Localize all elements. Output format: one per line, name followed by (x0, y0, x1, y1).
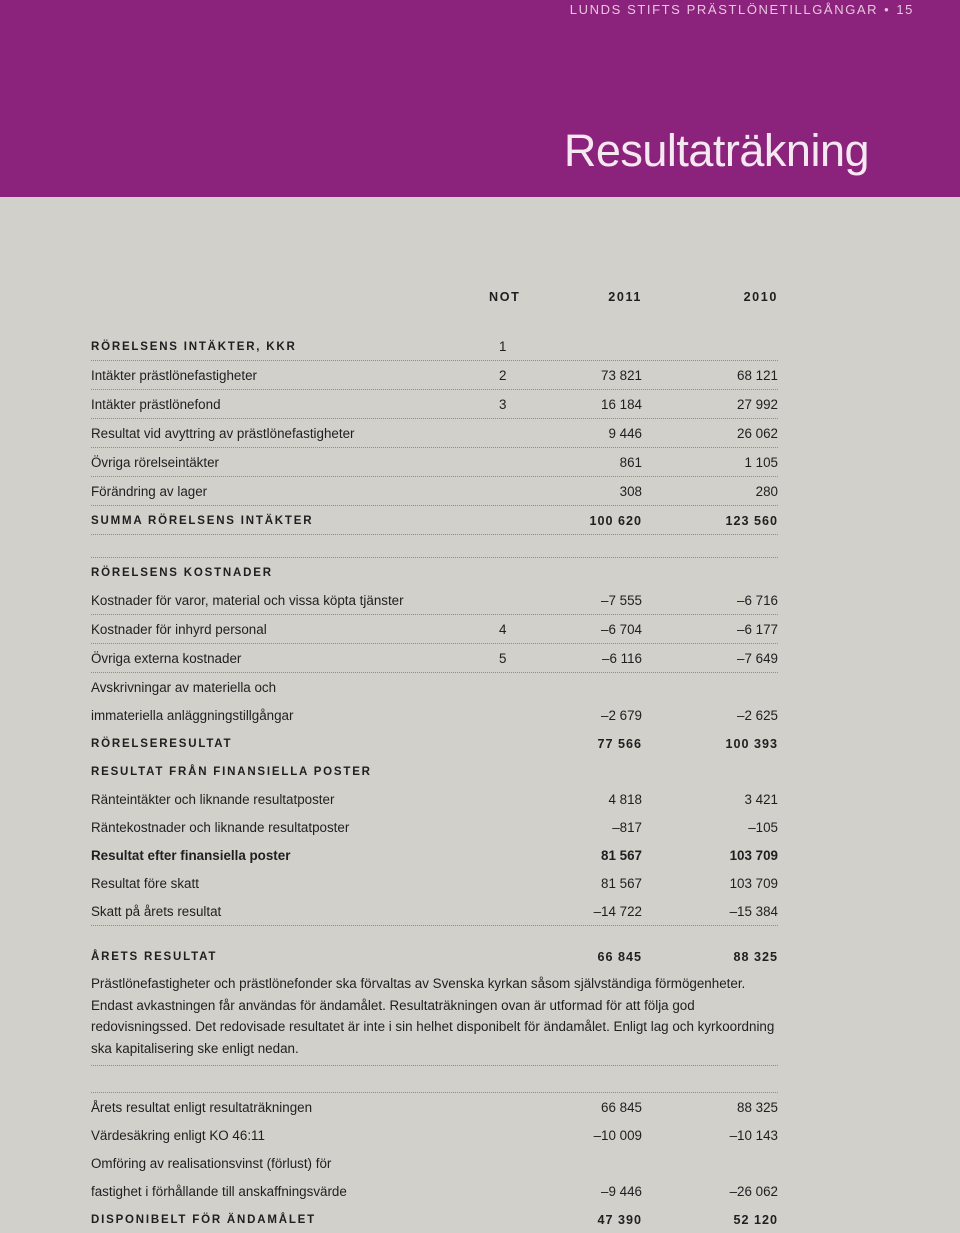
value-2011: 47 390 (597, 1213, 642, 1227)
row-label: Skatt på årets resultat (91, 904, 222, 919)
table-row (91, 785, 778, 813)
section-heading-financial (91, 757, 778, 785)
row-label: DISPONIBELT FÖR ÄNDAMÅLET (91, 1214, 316, 1226)
row-label: Resultat före skatt (91, 876, 199, 891)
table-row (91, 644, 778, 673)
table-row (91, 390, 778, 419)
row-label: Värdesäkring enligt KO 46:11 (91, 1128, 265, 1143)
row-label: Förändring av lager (91, 484, 208, 499)
table-row (91, 586, 778, 615)
operating-result-row (91, 729, 778, 757)
row-label-line2: immateriella anläggningstillgångar (91, 708, 294, 723)
value-2010: 1 105 (744, 455, 778, 470)
heading-note: 1 (499, 339, 507, 354)
row-label: Kostnader för varor, material och vissa köpta tjänster (91, 593, 404, 608)
column-headers (91, 284, 778, 310)
value-2011: –14 722 (593, 904, 642, 919)
header-banner (0, 0, 960, 197)
table-row (91, 869, 778, 897)
row-label: Intäkter prästlönefastigheter (91, 368, 257, 383)
table-row (91, 448, 778, 477)
result-after-financial-row (91, 841, 778, 869)
row-label-line1: Omföring av realisationsvinst (förlust) för (91, 1156, 332, 1171)
value-2011: 81 567 (601, 848, 642, 863)
row-label: RÖRELSERESULTAT (91, 738, 233, 750)
row-label: Ränteintäkter och liknande resultatposter (91, 792, 335, 807)
value-2010: –7 649 (737, 651, 778, 666)
value-2011: 9 446 (608, 426, 642, 441)
value-2011: –6 116 (602, 651, 642, 666)
value-2010: –6 716 (737, 593, 778, 608)
value-2011: 861 (619, 455, 642, 470)
value-2011: –9 446 (601, 1184, 642, 1199)
row-note: 4 (499, 622, 507, 637)
value-2010: 100 393 (725, 737, 778, 751)
value-2010: –10 143 (729, 1128, 778, 1143)
section-gap (91, 535, 778, 558)
value-2011: –7 555 (601, 593, 642, 608)
value-2010: 52 120 (733, 1213, 778, 1227)
heading-label: RÖRELSENS KOSTNADER (91, 567, 273, 579)
value-2010: –26 062 (729, 1184, 778, 1199)
row-label: Årets resultat enligt resultaträkningen (91, 1100, 313, 1115)
value-2011: 66 845 (601, 1100, 642, 1115)
value-2011: 308 (619, 484, 642, 499)
table-row-depreciation (91, 673, 778, 729)
table-row (91, 813, 778, 841)
table-row (91, 1121, 778, 1149)
value-2010: 280 (755, 484, 778, 499)
table-row (91, 615, 778, 644)
explanatory-note: Prästlönefastigheter och prästlönefonder ska förvaltas av Svenska kyrkan såsom självständiga förmögenheter. Endast avkastningen får användas för ändamålet. Resultaträkningen ovan är utformad för att följa god redovisningssed. Det redovisade resultatet är inte i sin helhet disponibelt för ändamålet. Enligt lag och kyrkoordning ska kapitalisering ske enligt nedan. (91, 970, 778, 1066)
value-2011: 4 818 (608, 792, 642, 807)
page-title: Resultaträkning (563, 125, 869, 176)
separator-dot: • (884, 2, 891, 17)
row-label: ÅRETS RESULTAT (91, 951, 218, 963)
table-row (91, 1093, 778, 1121)
value-2010: –105 (748, 820, 778, 835)
row-label: Övriga externa kostnader (91, 651, 242, 666)
heading-label: RÖRELSENS INTÄKTER, KKR (91, 341, 297, 353)
value-2011: 66 845 (597, 950, 642, 964)
row-note: 5 (499, 651, 507, 666)
value-2010: –15 384 (729, 904, 778, 919)
value-2010: 88 325 (733, 950, 778, 964)
year-result-row (91, 942, 778, 970)
value-2010: –2 625 (737, 708, 778, 723)
section-heading-income (91, 332, 778, 361)
value-2010: 26 062 (737, 426, 778, 441)
value-2010: 3 421 (744, 792, 778, 807)
heading-label: RESULTAT FRÅN FINANSIELLA POSTER (91, 766, 372, 778)
table-row (91, 897, 778, 926)
table-row (91, 361, 778, 390)
row-label: Kostnader för inhyrd personal (91, 622, 267, 637)
row-label-line2: fastighet i förhållande till anskaffningsvärde (91, 1184, 347, 1199)
value-2010: 88 325 (737, 1100, 778, 1115)
value-2011: 81 567 (601, 876, 642, 891)
value-2011: –817 (612, 820, 642, 835)
value-2010: 68 121 (737, 368, 778, 383)
disposable-total-row (91, 1205, 778, 1233)
row-note: 2 (499, 368, 507, 383)
value-2011: 100 620 (589, 514, 642, 528)
value-2010: 27 992 (737, 397, 778, 412)
row-label: Intäkter prästlönefond (91, 397, 221, 412)
value-2010: 103 709 (729, 848, 778, 863)
row-label: Räntekostnader och liknande resultatposter (91, 820, 350, 835)
total-row-income (91, 506, 778, 535)
running-title: LUNDS STIFTS PRÄSTLÖNETILLGÅNGAR (569, 2, 879, 17)
page-number: 15 (896, 2, 914, 17)
row-label: Resultat efter finansiella poster (91, 848, 291, 863)
year-2010-column-header: 2010 (743, 290, 778, 304)
value-2011: –6 704 (601, 622, 642, 637)
row-label: Övriga rörelseintäkter (91, 455, 220, 470)
value-2011: 73 821 (601, 368, 642, 383)
table-row (91, 419, 778, 448)
running-header (570, 2, 914, 17)
income-statement (91, 332, 778, 1233)
row-label-line1: Avskrivningar av materiella och (91, 680, 277, 695)
table-row (91, 477, 778, 506)
row-note: 3 (499, 397, 507, 412)
year-2011-column-header: 2011 (608, 290, 642, 304)
section-gap (91, 1066, 778, 1093)
row-label: Resultat vid avyttring av prästlönefastigheter (91, 426, 355, 441)
note-column-header: NOT (489, 290, 521, 304)
section-heading-costs (91, 558, 778, 586)
value-2011: 16 184 (601, 397, 642, 412)
value-2010: 103 709 (729, 876, 778, 891)
value-2011: –2 679 (601, 708, 642, 723)
value-2011: –10 009 (593, 1128, 642, 1143)
value-2011: 77 566 (597, 737, 642, 751)
section-gap (91, 926, 778, 942)
value-2010: 123 560 (725, 514, 778, 528)
value-2010: –6 177 (737, 622, 778, 637)
table-row-conversion (91, 1149, 778, 1205)
row-label: SUMMA RÖRELSENS INTÄKTER (91, 515, 314, 527)
